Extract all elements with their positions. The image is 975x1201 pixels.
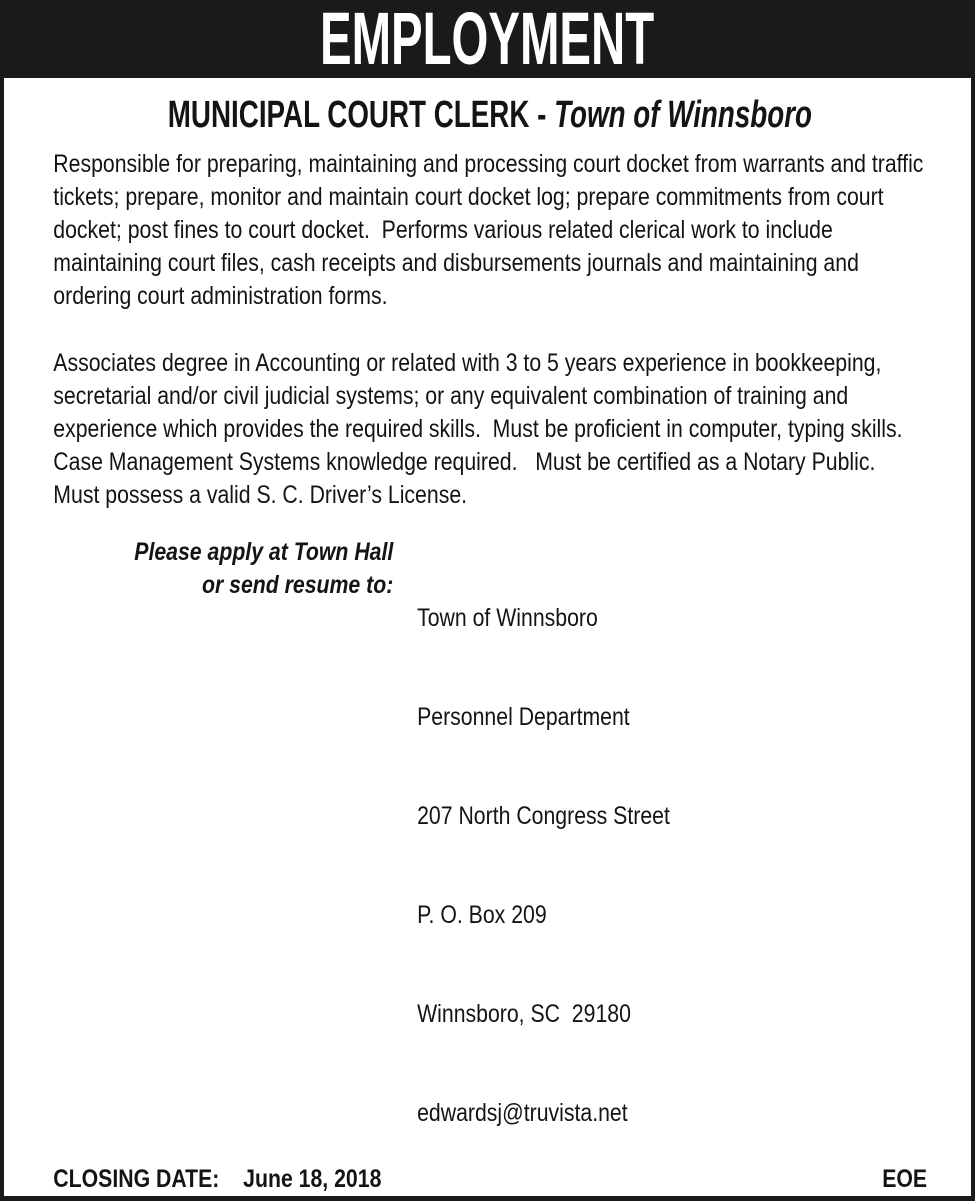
- job-title-text: [168, 92, 812, 138]
- address-line-email: edwardsj@truvista.net: [417, 1099, 628, 1127]
- apply-instruction-line2: or send resume to:: [201, 571, 394, 599]
- job-responsibilities-paragraph: Responsible for preparing, maintaining and processing court docket from warrants and traffic tickets; prepare, monitor and maintain court docket log; prepare commitments from court docket; post fines to court docket. Performs various related clerical work to include maintaining court files, cash receipts and disbursements journals and maintaining and ordering court administration forms.: [53, 150, 930, 310]
- job-title-separator: -: [529, 94, 555, 136]
- job-title-employer: Town of Winnsboro: [554, 94, 813, 136]
- apply-section: [53, 536, 927, 1196]
- ad-body: [0, 78, 975, 1201]
- address-line-pobox: P. O. Box 209: [417, 901, 547, 929]
- address-line-employer: Town of Winnsboro: [417, 604, 598, 632]
- address-line-department: Personnel Department: [417, 703, 630, 731]
- address-line-city-state-zip: Winnsboro, SC 29180: [417, 1000, 631, 1028]
- apply-instruction-line1: Please apply at Town Hall: [134, 538, 394, 566]
- section-banner-title: EMPLOYMENT: [320, 0, 655, 80]
- closing-date-row: [53, 1163, 393, 1196]
- eoe-label: EOE: [882, 1165, 928, 1193]
- address-line-street: 207 North Congress Street: [417, 802, 670, 830]
- closing-date-value: June 18, 2018: [243, 1165, 382, 1193]
- apply-right-column: [670, 536, 927, 1196]
- apply-left-column: [53, 536, 393, 1196]
- job-title: [53, 92, 927, 138]
- apply-instructions: [53, 536, 393, 602]
- job-title-position: MUNICIPAL COURT CLERK: [168, 94, 530, 136]
- section-banner: [0, 0, 975, 78]
- closing-date-label: CLOSING DATE:: [53, 1165, 220, 1193]
- mailing-address: [417, 536, 670, 1196]
- ad-content: [4, 78, 971, 1196]
- job-qualifications-paragraph: Associates degree in Accounting or related with 3 to 5 years experience in bookkeeping, secretarial and/or civil judicial systems; or any equivalent combination of training and experience which provides the required skills. Must be proficient in computer, typing skills. Case Management Systems knowledge required. Must be certified as a Notary Public. Must possess a valid S. C. Driver’s License.: [53, 349, 909, 509]
